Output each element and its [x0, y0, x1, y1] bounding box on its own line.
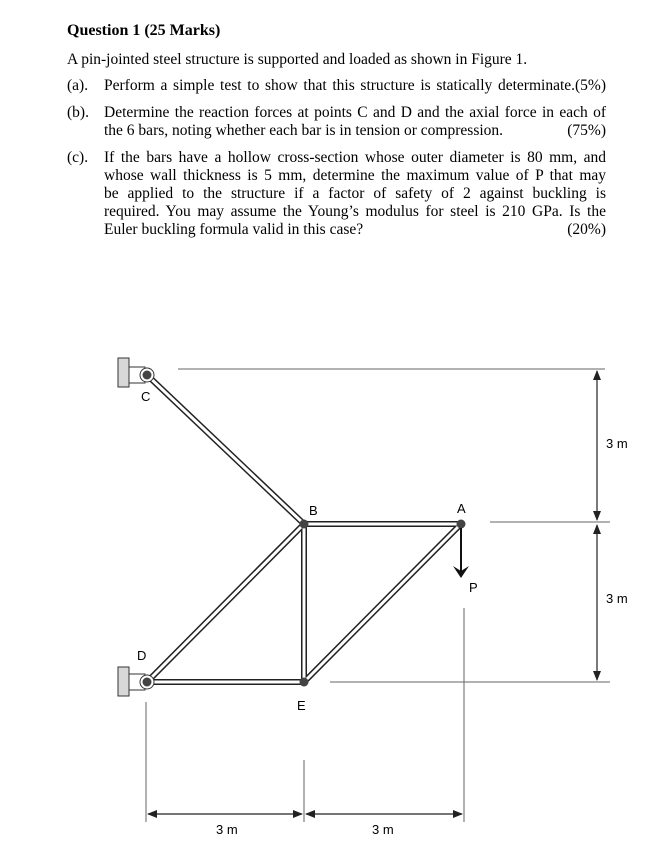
joint-e: [300, 678, 309, 687]
node-label-b: B: [309, 503, 318, 518]
question-title: Question 1 (25 Marks): [67, 22, 221, 39]
part-c-line: be applied to the structure if a factor of safety of 2 against buckling is: [104, 185, 606, 202]
part-b-line-text: the 6 bars, noting whether each bar is in tension or compression.: [104, 122, 504, 139]
part-c-line: whose wall thickness is 5 mm, determine the maximum value of P that may: [104, 167, 606, 184]
part-c-label: (c).: [67, 149, 89, 166]
part-c-line: required. You may assume the Young’s modulus for steel is 210 GPa. Is the: [104, 203, 606, 220]
dim-label-bottom-vertical: 3 m: [606, 591, 628, 606]
intro-text: A pin-jointed steel structure is supported and loaded as shown in Figure 1.: [67, 51, 528, 68]
node-label-d: D: [137, 648, 147, 663]
part-b-line: Determine the reaction forces at points C and D and the axial force in each of: [104, 104, 606, 121]
dim-label-right-horizontal: 3 m: [372, 822, 394, 837]
node-label-e: E: [297, 698, 306, 713]
node-label-c: C: [141, 389, 151, 404]
part-b-label: (b).: [67, 104, 89, 121]
part-a-label: (a).: [67, 77, 89, 94]
load-label-p: P: [469, 580, 478, 595]
dim-label-left-horizontal: 3 m: [216, 822, 238, 837]
part-c-line: If the bars have a hollow cross-section whose outer diameter is 80 mm, and: [104, 149, 606, 166]
node-label-a: A: [457, 501, 466, 516]
joint-b: [300, 520, 309, 529]
part-c-line-text: Euler buckling formula valid in this case?: [104, 221, 364, 238]
part-b-marks: (75%): [567, 122, 606, 139]
joint-a: [457, 520, 466, 529]
load-arrow-icon: [453, 528, 469, 578]
dim-label-top-vertical: 3 m: [606, 436, 628, 451]
part-a-text: Perform a simple test to show that this structure is statically determinate.(5%): [104, 77, 606, 94]
part-c-marks: (20%): [567, 221, 606, 238]
